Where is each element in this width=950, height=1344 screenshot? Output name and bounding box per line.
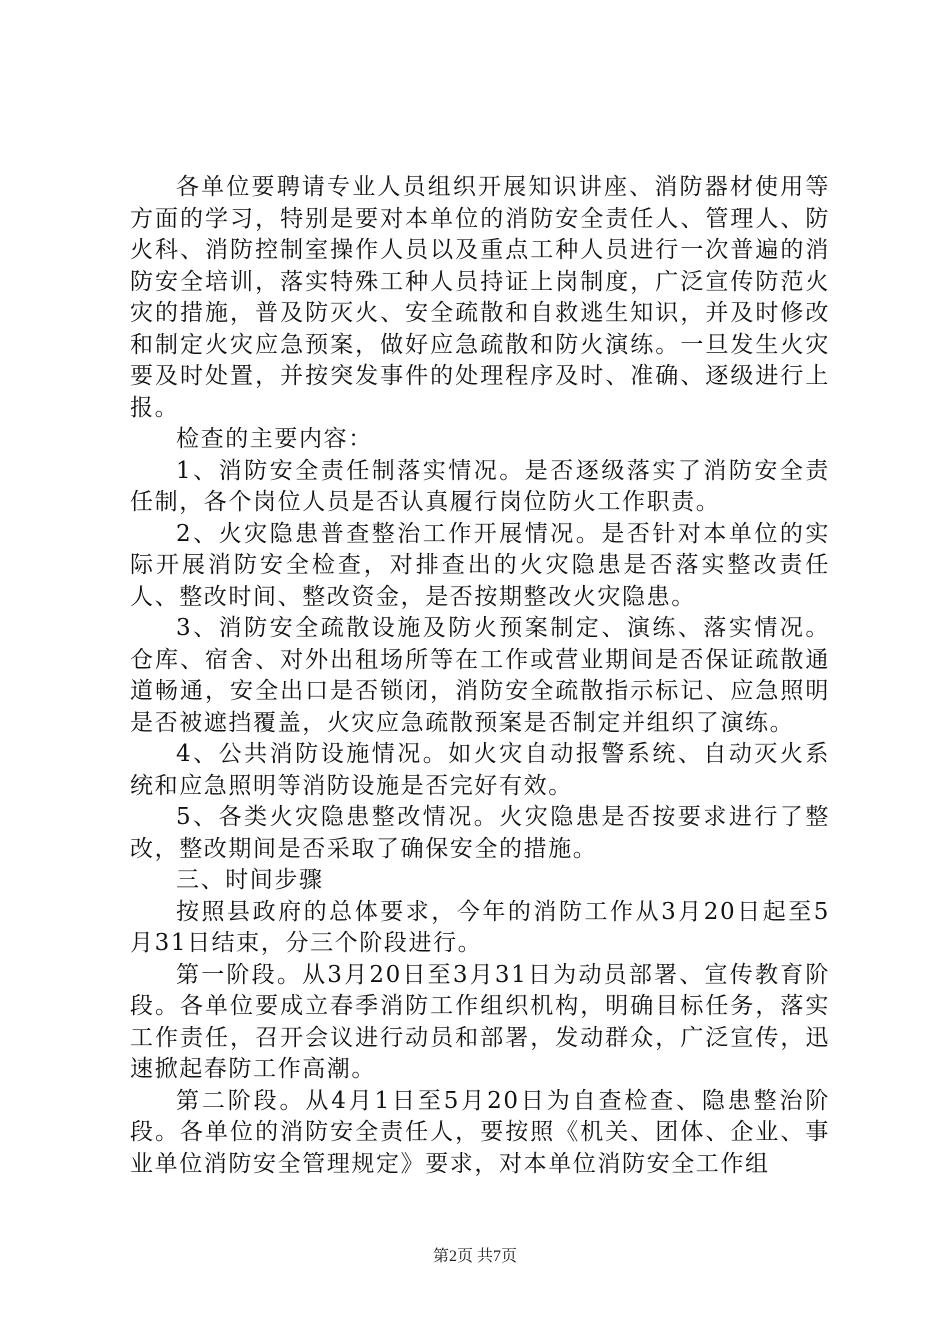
paragraph: 检查的主要内容： (176, 426, 373, 452)
paragraph: 5、各类火灾隐患整改情况。火灾隐患是否按要求进行了整改，整改期间是否采取了确保安全的措施。 (130, 804, 830, 862)
section-heading: 三、时间步骤 (176, 867, 324, 893)
paragraph: 第二阶段。从4月1日至5月20日为自查检查、隐患整治阶段。各单位的消防安全责任人，要按照《机关、团体、企业、事业单位消防安全管理规定》要求，对本单位消防安全工作组 (130, 1087, 830, 1177)
paragraph: 按照县政府的总体要求，今年的消防工作从3月20日起至5月31日结束，分三个阶段进行。 (130, 898, 830, 956)
paragraph: 各单位要聘请专业人员组织开展知识讲座、消防器材使用等方面的学习，特别是要对本单位的消防安全责任人、管理人、防火科、消防控制室操作人员以及重点工种人员进行一次普遍的消防安全培训，落实特殊工种人员持证上岗制度，广泛宣传防范火灾的措施，普及防灭火、安全疏散和自救逃生知识，并及时修改和制定火灾应急预案，做好应急疏散和防火演练。一旦发生火灾要及时处置，并按突发事件的处理程序及时、准确、逐级进行上报。 (130, 174, 830, 421)
paragraph: 1、消防安全责任制落实情况。是否逐级落实了消防安全责任制，各个岗位人员是否认真履行岗位防火工作职责。 (130, 457, 830, 515)
document-body (130, 172, 830, 1180)
page-footer: 第2页 共7页 (432, 1248, 517, 1265)
paragraph: 第一阶段。从3月20日至3月31日为动员部署、宣传教育阶段。各单位要成立春季消防工作组织机构，明确目标任务，落实工作责任，召开会议进行动员和部署，发动群众，广泛宣传，迅速掀起春防工作高潮。 (130, 961, 830, 1082)
paragraph: 4、公共消防设施情况。如火灾自动报警系统、自动灭火系统和应急照明等消防设施是否完好有效。 (130, 741, 830, 799)
paragraph: 3、消防安全疏散设施及防火预案制定、演练、落实情况。仓库、宿舍、对外出租场所等在工作或营业期间是否保证疏散通道畅通，安全出口是否锁闭，消防安全疏散指示标记、应急照明是否被遮挡覆盖，火灾应急疏散预案是否制定并组织了演练。 (130, 615, 830, 736)
paragraph: 2、火灾隐患普查整治工作开展情况。是否针对本单位的实际开展消防安全检查，对排查出的火灾隐患是否落实整改责任人、整改时间、整改资金，是否按期整改火灾隐患。 (130, 520, 830, 610)
